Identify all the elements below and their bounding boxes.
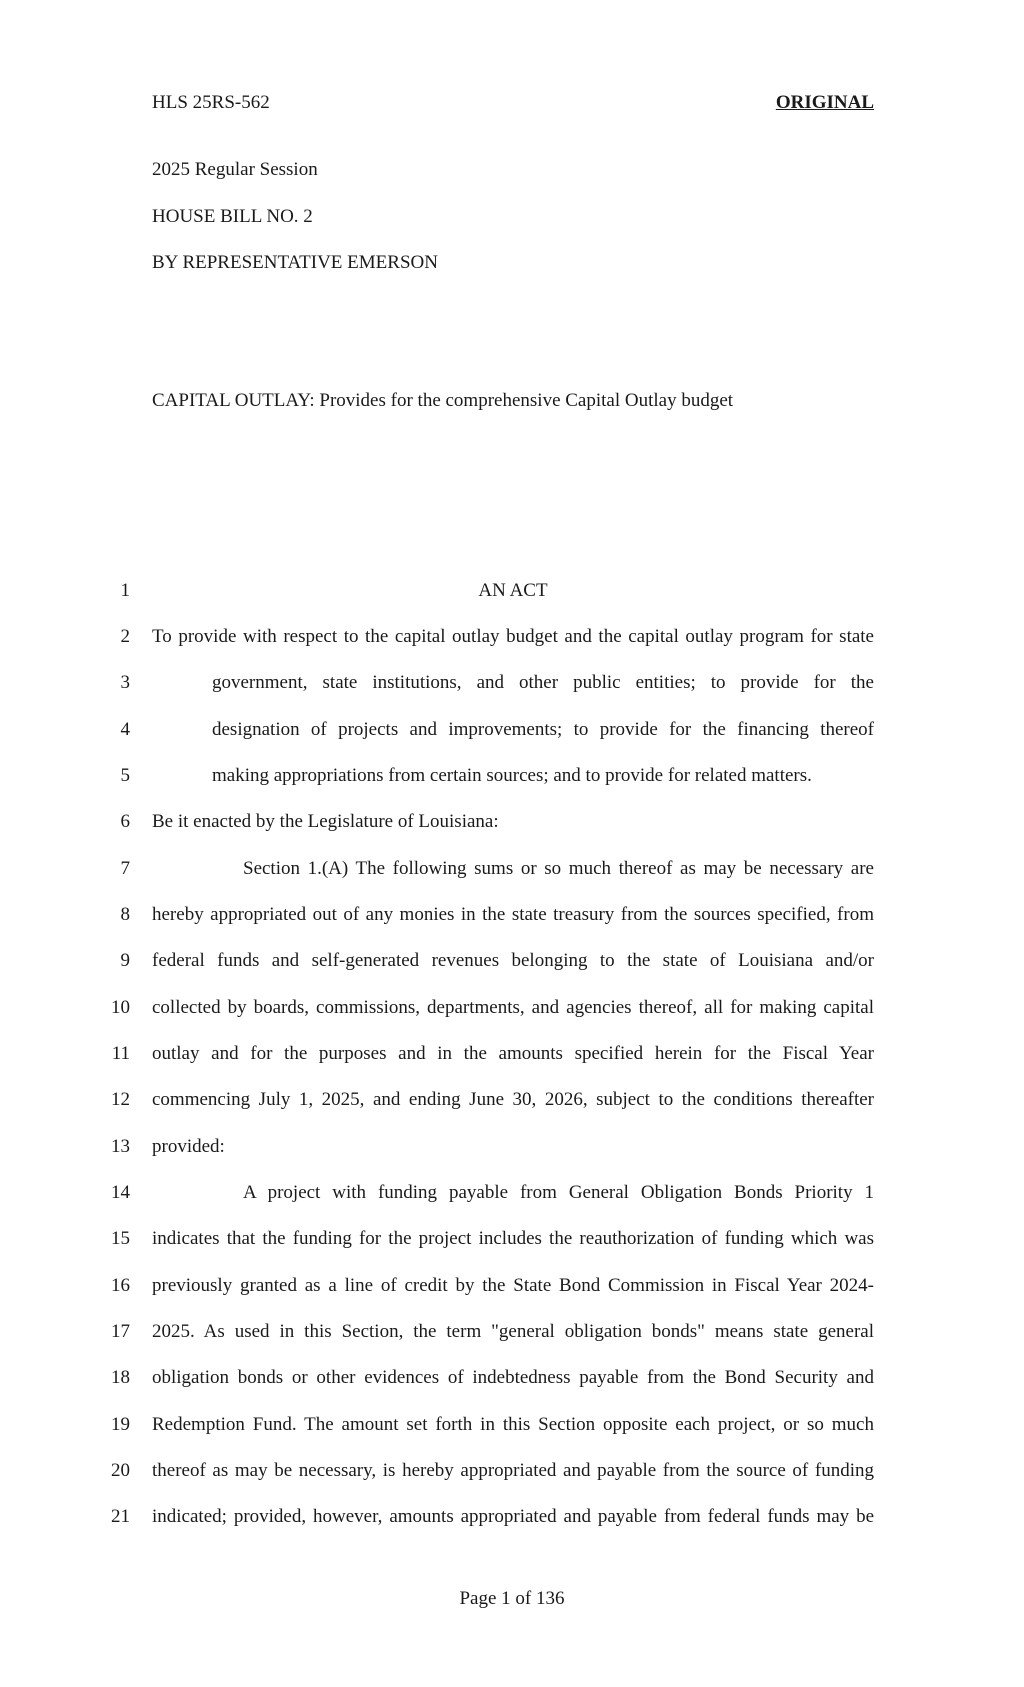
text-line: outlay and for the purposes and in the amounts specified herein for the Fiscal Year [152, 1043, 874, 1064]
line-number: 17 [111, 1321, 130, 1342]
bill-caption: CAPITAL OUTLAY: Provides for the comprehensive Capital Outlay budget [152, 390, 734, 411]
text-line: provided: [152, 1136, 225, 1157]
text-line: hereby appropriated out of any monies in the state treasury from the sources specified, from [152, 904, 874, 925]
line-number: 21 [111, 1506, 130, 1527]
line-number: 4 [120, 719, 130, 740]
text-line: indicated; provided, however, amounts appropriated and payable from federal funds may be [152, 1506, 874, 1527]
text-line: making appropriations from certain sources; and to provide for related matters. [212, 765, 812, 786]
act-title: AN ACT [478, 580, 548, 601]
line-number: 19 [111, 1414, 130, 1435]
text-line: Section 1.(A) The following sums or so much thereof as may be necessary are [243, 858, 874, 879]
line-number: 16 [111, 1275, 130, 1296]
text-line: commencing July 1, 2025, and ending June 30, 2026, subject to the conditions thereafter [152, 1089, 874, 1110]
page-number: Page 1 of 136 [459, 1588, 565, 1609]
line-number: 10 [111, 997, 130, 1018]
text-line: A project with funding payable from General Obligation Bonds Priority 1 [243, 1182, 874, 1203]
bill-code: HLS 25RS-562 [152, 92, 270, 113]
line-number: 3 [120, 672, 130, 693]
line-number: 18 [111, 1367, 130, 1388]
session-label: 2025 Regular Session [152, 159, 318, 180]
text-line: indicates that the funding for the project includes the reauthorization of funding which was [152, 1228, 874, 1249]
line-number: 7 [120, 858, 130, 879]
bill-author: BY REPRESENTATIVE EMERSON [152, 252, 438, 273]
line-number: 15 [111, 1228, 130, 1249]
text-line: government, state institutions, and other public entities; to provide for the [212, 672, 874, 693]
bill-number: HOUSE BILL NO. 2 [152, 206, 313, 227]
line-number: 11 [111, 1043, 130, 1064]
line-number: 8 [120, 904, 130, 925]
text-line: designation of projects and improvements; to provide for the financing thereof [212, 719, 874, 740]
text-line: thereof as may be necessary, is hereby appropriated and payable from the source of funding [152, 1460, 874, 1481]
line-number: 5 [120, 765, 130, 786]
text-line: previously granted as a line of credit by the State Bond Commission in Fiscal Year 2024- [152, 1275, 874, 1296]
text-line: federal funds and self-generated revenues belonging to the state of Louisiana and/or [152, 950, 874, 971]
enacting-clause: Be it enacted by the Legislature of Louisiana: [152, 811, 499, 832]
line-number: 12 [111, 1089, 130, 1110]
text-line: collected by boards, commissions, departments, and agencies thereof, all for making capital [152, 997, 874, 1018]
line-number: 14 [111, 1182, 130, 1203]
text-line: Redemption Fund. The amount set forth in this Section opposite each project, or so much [152, 1414, 874, 1435]
text-line: To provide with respect to the capital outlay budget and the capital outlay program for state [152, 626, 874, 647]
line-number: 13 [111, 1136, 130, 1157]
line-number: 9 [120, 950, 130, 971]
line-number: 6 [120, 811, 130, 832]
line-number: 20 [111, 1460, 130, 1481]
line-number: 1 [120, 580, 130, 601]
bill-status: ORIGINAL [775, 92, 874, 113]
line-number: 2 [120, 626, 130, 647]
text-line: obligation bonds or other evidences of indebtedness payable from the Bond Security and [152, 1367, 874, 1388]
text-line: 2025. As used in this Section, the term "general obligation bonds" means state general [152, 1321, 874, 1342]
